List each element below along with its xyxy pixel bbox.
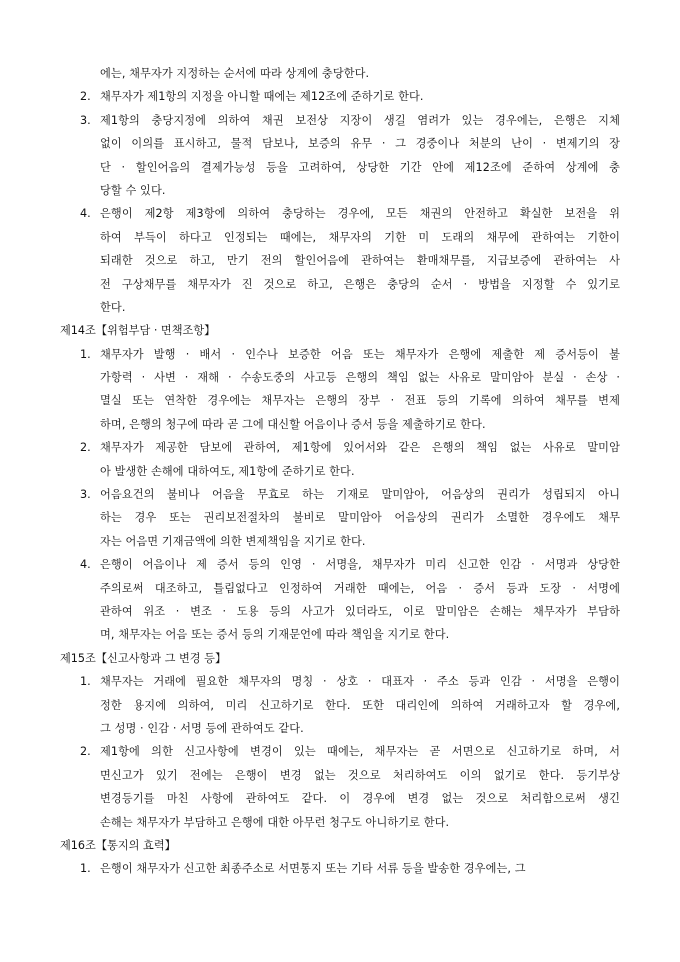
text-row [0,226,680,249]
text-row [0,857,680,880]
text-row [0,273,680,296]
numbered-clause [0,740,680,834]
text-row [0,62,680,85]
text-line: 면신고가 있기 전에는 은행이 변경 없는 것으로 처리하여도 이의 없기로 한다. 등기부상 [100,768,620,782]
text-line: 정한 용지에 의하여, 미리 신고하기로 한다. 또한 대리인에 의하여 거래하고자 할 경우에, [100,698,620,712]
document-page [0,62,680,881]
text-row [0,600,680,623]
text-line: 가항력 · 사변 · 재해 · 수송도중의 사고등 은행의 책임 없는 사유로 말미암아 분실 · 손상 · [100,371,620,385]
text-line: 채무자는 거래에 필요한 채무자의 명칭 · 상호 · 대표자 · 주소 등과 인감 · 서명을 은행이 [100,675,620,689]
text-line: 없이 이의를 표시하고, 물적 담보나, 보증의 유무 · 그 경중이나 처분의 난이 · 변제기의 장 [100,137,620,151]
numbered-clause [0,436,680,483]
text-line: 하여 부득이 하다고 인정되는 때에는, 채무자의 기한 미 도래의 채무에 관하여는 기한이 [100,230,620,244]
clause-number: 4. [80,207,91,221]
text-row [0,179,680,202]
text-line: 관하여 위조 · 변조 · 도용 등의 사고가 있더라도, 이로 말미암은 손해는 채무자가 부담하 [100,604,620,618]
clause-number: 1. [80,347,91,361]
text-row [0,109,680,132]
text-row [0,764,680,787]
text-line: 아 발생한 손해에 대하여도, 제1항에 준하기로 한다. [100,464,355,478]
text-line: 자는 어음면 기재금액에 의한 변제책임을 지기로 한다. [100,534,366,548]
clause-number: 1. [80,862,91,876]
text-line: 그 성명 · 인감 · 서명 등에 관하여도 같다. [100,721,304,735]
text-row [0,413,680,436]
clause-number: 3. [80,488,91,502]
text-row [0,132,680,155]
text-line: 하는 경우 또는 권리보전절차의 불비로 말미암아 어음상의 권리가 소멸한 경우에도 채무 [100,511,620,525]
text-line: 주의로써 대조하고, 틀림없다고 인정하여 거래한 때에는, 어음 · 증서 등과 도장 · 서명에 [100,581,620,595]
text-line: 당할 수 있다. [100,183,166,197]
text-line: 채무자가 제1항의 지정을 아니할 때에는 제12조에 준하기로 한다. [100,90,424,104]
text-line: 하며, 은행의 청구에 따라 곧 그에 대신할 어음이나 증서 등을 제출하기로 한다. [100,417,486,431]
text-row [0,553,680,576]
clause-number: 3. [80,113,91,127]
text-row [0,366,680,389]
clause-number: 2. [80,745,91,759]
text-row [0,202,680,225]
text-row [0,740,680,763]
text-row [0,483,680,506]
text-row [0,577,680,600]
text-line: 에는, 채무자가 지정하는 순서에 따라 상계에 충당한다. [100,67,370,80]
text-row [0,436,680,459]
numbered-clause [0,483,680,553]
text-line: 멸실 또는 연착한 경우에는 채무자는 은행의 장부 · 전표 등의 기록에 의하여 채무를 변제 [100,394,620,408]
article-heading: 제16조【통지의 효력】 [60,838,176,852]
text-row [0,389,680,412]
text-row [0,506,680,529]
numbered-clause [0,109,680,203]
text-row [0,249,680,272]
numbered-clause [0,553,680,647]
clause-number: 2. [80,90,91,104]
text-line: 은행이 어음이나 제 증서 등의 인영 · 서명을, 채무자가 미리 신고한 인감 · 서명과 상당한 [100,558,620,572]
text-row [0,296,680,319]
text-line: 채무자가 발행 · 배서 · 인수나 보증한 어음 또는 채무자가 은행에 제출한 제 증서등이 불 [100,347,620,361]
text-row [0,85,680,108]
text-line: 되래한 것으로 하고, 만기 전의 할인어음에 관하여는 환매채무를, 지급보증에 관하여는 사 [100,254,620,268]
text-row [0,343,680,366]
text-row [0,787,680,810]
text-line: 며, 채무자는 어음 또는 증서 등의 기재문언에 따라 책임을 지기로 한다. [100,628,450,642]
numbered-clause [0,343,680,437]
text-row [0,811,680,834]
clause-number: 2. [80,441,91,455]
numbered-clause [0,857,680,880]
text-line: 은행이 채무자가 신고한 최종주소로 서면통지 또는 기타 서류 등을 발송한 경우에는, 그 [100,862,526,876]
text-line: 채무자가 제공한 담보에 관하여, 제1항에 있어서와 같은 은행의 책임 없는 사유로 말미암 [100,441,620,455]
text-line: 제1항에 의한 신고사항에 변경이 있는 때에는, 채무자는 곧 서면으로 신고하기로 하며, 서 [100,745,620,759]
text-row [0,717,680,740]
text-line: 단 · 할인어음의 결제가능성 등을 고려하여, 상당한 기간 안에 제12조에 준하여 상계에 충 [100,160,620,174]
numbered-clause [0,670,680,740]
text-line: 제1항의 충당지정에 의하여 채권 보전상 지장이 생길 염려가 있는 경우에는, 은행은 지체 [100,113,620,127]
text-row [0,156,680,179]
article-heading: 제14조【위험부담 · 면책조항】 [60,324,216,338]
text-row [0,530,680,553]
numbered-clause [0,85,680,108]
text-row [0,670,680,693]
text-line: 변경등기를 마친 사항에 관하여도 같다. 이 경우에 변경 없는 것으로 처리함으로써 생긴 [100,792,620,806]
text-line: 전 구상채무를 채무자가 진 것으로 하고, 은행은 충당의 순서 · 방법을 지정할 수 있기로 [100,277,620,291]
numbered-clause [0,202,680,319]
text-row [0,623,680,646]
clause-number: 1. [80,675,91,689]
article-heading: 제15조【신고사항과 그 변경 등】 [60,651,227,665]
text-row [0,460,680,483]
clause-number: 4. [80,558,91,572]
text-line: 손해는 채무자가 부담하고 은행에 대한 아무런 청구도 아니하기로 한다. [100,815,450,829]
text-row [0,694,680,717]
text-line: 어음요건의 불비나 어음을 무효로 하는 기재로 말미암아, 어음상의 권리가 성립되지 아니 [100,488,620,502]
text-line: 은행이 제2항 제3항에 의하여 충당하는 경우에, 모든 채권의 안전하고 확실한 보전을 위 [100,207,620,221]
text-line: 한다. [100,300,126,314]
